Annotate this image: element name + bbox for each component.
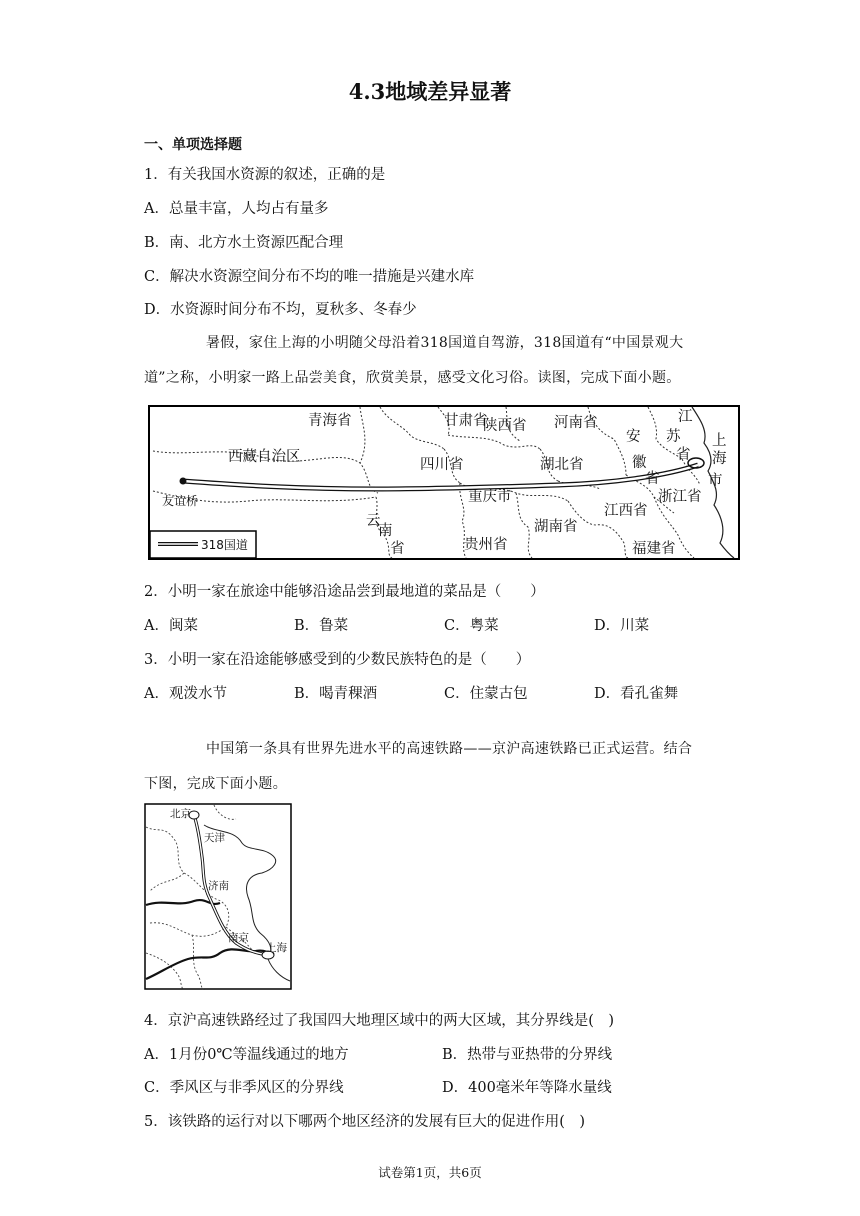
- question-2-option-c: C．粤菜: [444, 618, 499, 634]
- map1-label-shaanxi: 陕西省: [483, 418, 527, 434]
- map1-label-gansu: 甘肃省: [444, 413, 488, 429]
- map2-label-jinan: 济南: [208, 880, 229, 892]
- map1-label-zhejiang: 浙江省: [658, 489, 702, 505]
- page-footer: 试卷第1页，共6页: [378, 1165, 482, 1180]
- question-2-option-d: D．川菜: [594, 618, 650, 634]
- route-318-map: [148, 405, 740, 560]
- map1-label-sheng-anhui: 省: [645, 471, 660, 487]
- map1-label-hunan: 湖南省: [534, 519, 578, 535]
- map1-label-hui: 徽: [632, 455, 647, 471]
- question-4-option-d: D．400毫米年等降水量线: [442, 1080, 612, 1096]
- question-3-option-c: C．住蒙古包: [444, 686, 528, 702]
- map2-label-nanjing: 南京: [228, 932, 249, 944]
- question-3-option-d: D．看孔雀舞: [594, 686, 679, 702]
- map1-legend-label: 318国道: [201, 538, 248, 552]
- question-1-option-d: D．水资源时间分布不均，夏秋多、冬春少: [144, 302, 417, 318]
- map1-label-sichuan: 四川省: [420, 457, 464, 473]
- map1-label-chongqing: 重庆市: [468, 489, 512, 505]
- map1-label-youyiqiao: 友谊桥: [162, 494, 199, 508]
- section-heading: 一、单项选择题: [144, 137, 242, 153]
- question-1-option-b: B．南、北方水土资源匹配合理: [144, 235, 344, 251]
- map1-label-an: 安: [626, 429, 641, 445]
- map1-label-sheng-yunnan: 省: [390, 541, 405, 557]
- map1-label-yun: 云: [366, 513, 381, 529]
- question-1-stem: 1．有关我国水资源的叙述，正确的是: [144, 167, 386, 183]
- map1-label-fujian: 福建省: [632, 541, 676, 557]
- map2-label-shanghai: 上海: [266, 942, 287, 954]
- passage-1-line-2: 道”之称，小明家一路上品尝美食，欣赏美景，感受文化习俗。读图，完成下面小题。: [144, 370, 681, 386]
- map1-label-henan: 河南省: [554, 415, 598, 431]
- map1-label-nan: 南: [378, 523, 393, 539]
- map1-label-shi: 市: [708, 473, 723, 489]
- question-5-stem: 5．该铁路的运行对以下哪两个地区经济的发展有巨大的促进作用( ): [144, 1114, 586, 1130]
- question-1-option-a: A．总量丰富，人均占有量多: [144, 201, 329, 217]
- map1-label-sheng-jiangsu: 省: [676, 447, 691, 463]
- passage-1-line-1: 暑假，家住上海的小明随父母沿着318国道自驾游，318国道有“中国景观大: [206, 335, 684, 351]
- question-4-option-a: A．1月份0℃等温线通过的地方: [144, 1047, 349, 1063]
- question-4-option-b: B．热带与亚热带的分界线: [442, 1047, 613, 1063]
- question-4-stem: 4．京沪高速铁路经过了我国四大地理区域中的两大区域，其分界线是( ): [144, 1013, 615, 1029]
- map1-label-jiangxi: 江西省: [604, 503, 648, 519]
- map1-label-guizhou: 贵州省: [464, 537, 508, 553]
- map1-label-shang: 上: [712, 433, 727, 449]
- question-3-option-b: B．喝青稞酒: [294, 686, 378, 702]
- question-4-option-c: C．季风区与非季风区的分界线: [144, 1080, 344, 1096]
- map1-label-su: 苏: [666, 429, 681, 445]
- question-3-stem: 3．小明一家在沿途能够感受到的少数民族特色的是（ ）: [144, 652, 531, 668]
- question-2-option-a: A．闽菜: [144, 618, 198, 634]
- map2-label-beijing: 北京: [170, 808, 191, 820]
- map1-label-hubei: 湖北省: [540, 457, 584, 473]
- passage-2-line-2: 下图，完成下面小题。: [144, 776, 287, 792]
- question-2-option-b: B．鲁菜: [294, 618, 349, 634]
- passage-2-line-1: 中国第一条具有世界先进水平的高速铁路——京沪高速铁路已正式运营。结合: [206, 741, 693, 757]
- question-2-stem: 2．小明一家在旅途中能够沿途品尝到最地道的菜品是（ ）: [144, 584, 545, 600]
- map1-label-hai: 海: [712, 451, 727, 467]
- question-1-option-c: C．解决水资源空间分布不均的唯一措施是兴建水库: [144, 269, 475, 285]
- map1-label-qinghai: 青海省: [308, 413, 352, 429]
- map2-label-tianjin: 天津: [204, 832, 225, 844]
- page-title: 4.3地域差异显著: [348, 79, 512, 104]
- map1-label-xizang: 西藏自治区: [228, 449, 301, 465]
- map1-label-jiang: 江: [678, 409, 693, 425]
- question-3-option-a: A．观泼水节: [144, 686, 227, 702]
- beijing-shanghai-railway-map: [144, 803, 292, 990]
